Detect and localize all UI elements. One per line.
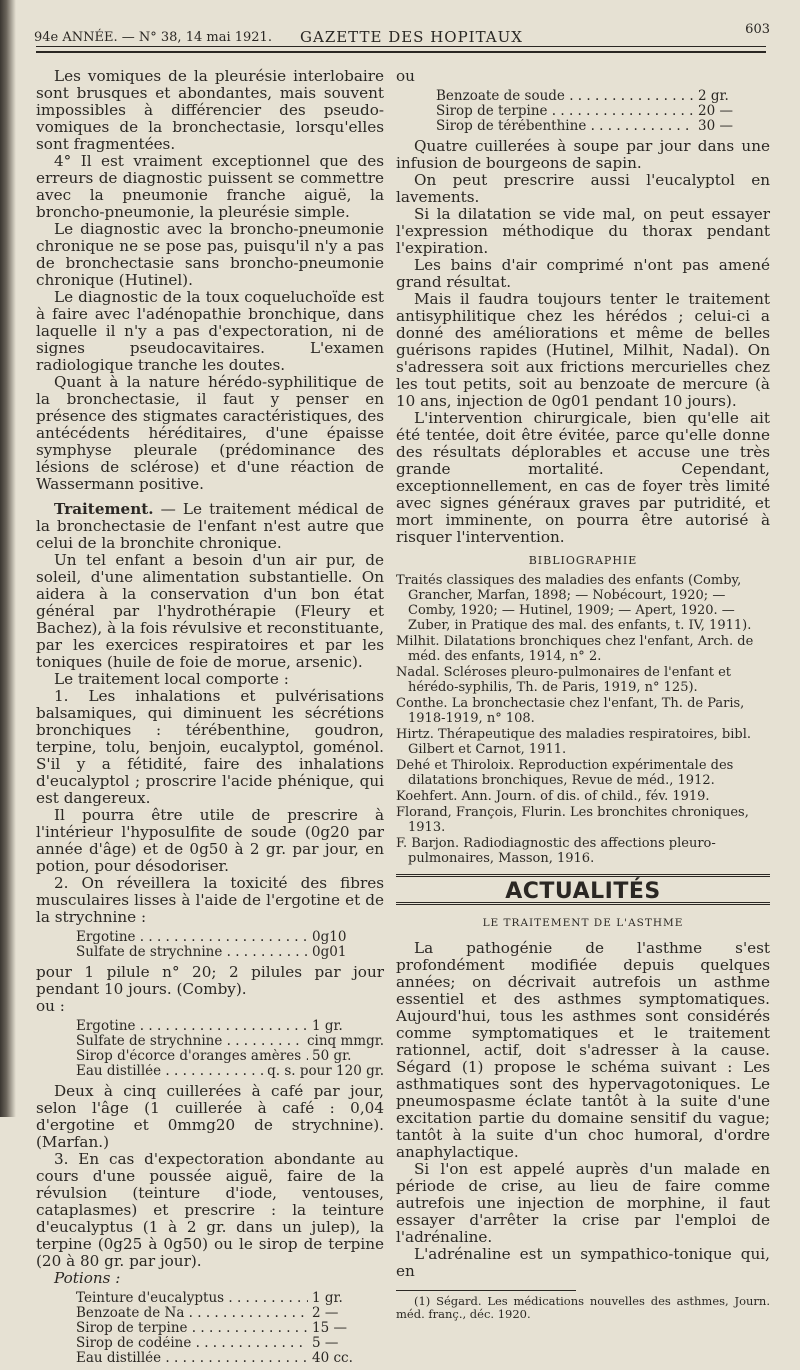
rx-name: Teinture d'eucalyptus . . . [76, 1291, 308, 1306]
paragraph: ou : [36, 997, 65, 1015]
left-column [36, 68, 384, 1370]
rx-line [36, 930, 384, 945]
prescription-1 [36, 930, 384, 960]
right-column [396, 68, 770, 1321]
paragraph: Le diagnostic avec la broncho-pneumonie chronique ne se pose pas, puisqu'il n'y a pas de bronchectasie sans broncho-pneumonie chronique (Hutinel). [36, 220, 384, 289]
section-heading: Traitement. [54, 500, 154, 518]
rx-line [396, 89, 770, 104]
rx-dose: 15 — [312, 1320, 347, 1336]
rx-name: Eau distillée . . . [76, 1351, 308, 1366]
prescription-2 [36, 1019, 384, 1079]
rx-name: Sulfate de strychnine . . . [76, 945, 308, 960]
rx-dose: 1 gr. [312, 1290, 343, 1306]
bibliography-title: BIBLIOGRAPHIE [528, 554, 638, 567]
rx-line [36, 1064, 384, 1079]
bibliography-entry: F. Barjon. Radiodiagnostic des affections pleuro-pulmonaires, Masson, 1916. [396, 836, 716, 866]
journal-title: GAZETTE DES HOPITAUX [300, 28, 523, 46]
rx-line [36, 1019, 384, 1034]
paragraph: 2. On réveillera la toxicité des fibres musculaires lisses à l'aide de l'ergotine et de la strychnine : [36, 874, 384, 926]
paragraph: Il pourra être utile de prescrire à l'intérieur l'hyposulfite de soude (0g20 par année d'âge) et de 0g50 à 2 gr. par jour, en potion, pour désodoriser. [36, 806, 384, 875]
rx-dose: 30 — [698, 118, 733, 134]
rx-line [36, 1351, 384, 1366]
rx-dose: 5 — [312, 1335, 339, 1351]
paragraph: Si la dilatation se vide mal, on peut essayer l'expression méthodique du thorax pendant l'expiration. [396, 205, 770, 257]
potions-label: Potions : [54, 1269, 121, 1287]
bibliography-entry: Hirtz. Thérapeutique des maladies respiratoires, bibl. Gilbert et Carnot, 1911. [396, 727, 751, 757]
paragraph: On peut prescrire aussi l'eucalyptol en lavements. [396, 171, 770, 206]
rx-line [36, 1049, 384, 1064]
paragraph: pour 1 pilule n° 20; 2 pilules par jour pendant 10 jours. (Comby). [36, 963, 384, 998]
prescription-3 [36, 1291, 384, 1366]
paragraph: 1. Les inhalations et pulvérisations balsamiques, qui diminuent les sécrétions bronchiques : térébenthine, goudron, terpine, tolu, benjoin, eucalyptol, goménol. S'il y a fétidité, faire des inhalations d'eucalyptol ; proscrire l'acide phénique, qui est dangereux. [36, 687, 384, 807]
paragraph: Mais il faudra toujours tenter le traitement antisyphilitique chez les hérédos ; celui-ci a donné des améliorations et même de belles guérisons rapides (Hutinel, Milhit, Nadal). On s'adressera soit aux frictions mercurielles chez les tout petits, soit au benzoate de mercure (à 10 ans, injection de 0g01 pendant 10 jours). [396, 290, 770, 410]
rx-dose: 2 gr. [698, 88, 729, 104]
paragraph-text: — Le traitement médical de la bronchectasie de l'enfant n'est autre que celui de la bronchite chronique. [36, 500, 384, 552]
rx-name: Sirop de terpine . . . [76, 1321, 308, 1336]
rx-line [36, 1291, 384, 1306]
rx-name: Sulfate de strychnine . . . [76, 1034, 303, 1049]
rx-line [396, 104, 770, 119]
rx-dose: 1 gr. [312, 1018, 343, 1034]
paragraph: Les vomiques de la pleurésie interlobaire sont brusques et abondantes, mais souvent impossibles à différencier des pseudo-vomiques de la bronchectasie, lorsqu'elles sont fragmentées. [36, 67, 384, 153]
paragraph: 3. En cas d'expectoration abondante au cours d'une poussée aiguë, faire de la révulsion (teinture d'iode, ventouses, cataplasmes) et prescrire : la teinture d'eucalyptus (1 à 2 gr. dans un julep), la terpine (0g25 à 0g50) ou le sirop de terpine (20 à 80 gr. par jour). [36, 1150, 384, 1270]
bibliography-entry: Milhit. Dilatations bronchiques chez l'enfant, Arch. de méd. des enfants, 1914, n° 2. [396, 634, 754, 664]
bibliography-entry: Traités classiques des maladies des enfants (Comby, Grancher, Marfan, 1898; — Nobécourt, 1920; — Comby, 1920; — Hutinel, 1909; — Apert, 1920. — Zuber, in Pratique des mal. des enfants, t. IV, 1911). [396, 573, 752, 633]
rx-name: Sirop de codéine . . . [76, 1336, 308, 1351]
paragraph: Deux à cinq cuillerées à café par jour, selon l'âge (1 cuillerée à café : 0,04 d'ergotine et 0mmg20 de strychnine). (Marfan.) [36, 1082, 384, 1151]
rx-dose: 20 — [698, 103, 733, 119]
rx-dose: 0g10 [312, 929, 347, 945]
page-edge-shadow [0, 0, 16, 1117]
section-title-actualites: ACTUALITÉS [505, 879, 661, 904]
rx-line [36, 1321, 384, 1336]
rx-name: Benzoate de Na . . . [76, 1306, 308, 1321]
bibliography-entry: Conthe. La bronchectasie chez l'enfant, Th. de Paris, 1918-1919, n° 108. [396, 696, 745, 726]
rx-dose: 50 gr. [312, 1048, 352, 1064]
paragraph: ou [396, 67, 415, 85]
bibliography [396, 573, 770, 866]
rx-line [36, 945, 384, 960]
issue-info: 94e ANNÉE. — N° 38, 14 mai 1921. [34, 30, 272, 45]
paragraph: L'adrénaline est un sympathico-tonique qui, en [396, 1245, 770, 1280]
rx-name: Benzoate de soude . . . [436, 89, 694, 104]
rx-name: Ergotine . . . [76, 930, 308, 945]
paragraph: 4° Il est vraiment exceptionnel que des erreurs de diagnostic puissent se commettre avec la pneumonie franche aiguë, la broncho-pneumonie, la pleurésie simple. [36, 152, 384, 221]
paragraph: Si l'on est appelé auprès d'un malade en période de crise, au lieu de faire comme autrefois une injection de morphine, il faut essayer d'arrêter la crise par l'emploi de l'adrénaline. [396, 1160, 770, 1246]
rx-name: Ergotine . . . [76, 1019, 308, 1034]
section-divider [396, 874, 770, 877]
rx-name: Sirop de terpine . . . [436, 104, 694, 119]
paragraph: Le diagnostic de la toux coqueluchoïde est à faire avec l'adénopathie bronchique, dans laquelle il n'y a pas d'expectoration, ni de signes pseudocavitaires. L'examen radiologique tranche les doutes. [36, 288, 384, 374]
paragraph: Le traitement local comporte : [54, 670, 289, 688]
header-rule [36, 46, 766, 47]
paragraph: La pathogénie de l'asthme s'est profondément modifiée depuis quelques années; on décrivait autrefois un asthme essentiel et des asthmes symptomatiques. Aujourd'hui, tous les asthmes sont considérés comme symptomatiques et le traitement rationnel, actif, doit s'adresser à la cause. Ségard (1) propose le schéma suivant : Les asthmatiques sont des hypervagotoniques. Le pneumospasme éclate tantôt à la suite d'une excitation partie du domaine sensitif du vague; tantôt à la suite d'un choc humoral, d'ordre anaphylactique. [396, 939, 770, 1161]
bibliography-entry: Koehfert. Ann. Journ. of dis. of child., fév. 1919. [396, 789, 710, 804]
bibliography-entry: Dehé et Thiroloix. Reproduction expérimentale des dilatations bronchiques, Revue de méd., 1912. [396, 758, 734, 788]
bibliography-entry: Nadal. Scléroses pleuro-pulmonaires de l'enfant et hérédo-syphilis, Th. de Paris, 1919, n° 125). [396, 665, 731, 695]
page-number: 603 [745, 22, 770, 37]
bibliography-entry: Florand, François, Flurin. Les bronchites chroniques, 1913. [396, 805, 749, 835]
rx-name: Eau distillée . . . [76, 1064, 263, 1079]
page-header [34, 22, 770, 46]
prescription-4 [396, 89, 770, 134]
paragraph-traitement [36, 501, 384, 552]
paragraph: Les bains d'air comprimé n'ont pas amené grand résultat. [396, 256, 770, 291]
article-title: LE TRAITEMENT DE L'ASTHME [482, 917, 684, 929]
header-rule-thick [36, 51, 766, 53]
paragraph: Un tel enfant a besoin d'un air pur, de soleil, d'une alimentation substantielle. On aidera à la conservation d'un bon état général par l'hydrothérapie (Fleury et Bachez), à la fois révulsive et reconstituante, par les exercices respiratoires et par les toniques (huile de foie de morue, arsenic). [36, 551, 384, 671]
rx-line [396, 119, 770, 134]
footnote-rule [396, 1290, 576, 1291]
rx-line [36, 1336, 384, 1351]
rx-name: Sirop d'écorce d'oranges amères . . . [76, 1049, 308, 1064]
rx-name: Sirop de térébenthine . . . [436, 119, 694, 134]
paragraph: Quant à la nature hérédo-syphilitique de la bronchectasie, il faut y penser en présence des stigmates caractéristiques, des antécédents héréditaires, d'une épaisse symphyse pleurale (prédominance des lésions de sclérose) et d'une réaction de Wassermann positive. [36, 373, 384, 493]
footnote: (1) Ségard. Les médications nouvelles des asthmes, Journ. méd. franç., déc. 1920. [396, 1294, 770, 1321]
rx-dose: q. s. pour 120 gr. [267, 1063, 384, 1079]
rx-line [36, 1034, 384, 1049]
rx-dose: 0g01 [312, 944, 347, 960]
paragraph: L'intervention chirurgicale, bien qu'elle ait été tentée, doit être évitée, parce qu'elle donne des résultats déplorables et accuse une très grande mortalité. Cependant, exceptionnellement, en cas de foyer très limité avec signes généraux graves par putridité, et mort imminente, on pourra être autorisé à risquer l'intervention. [396, 409, 770, 546]
rx-dose: 2 — [312, 1305, 339, 1321]
paragraph: Quatre cuillerées à soupe par jour dans une infusion de bourgeons de sapin. [396, 137, 770, 172]
rx-dose: cinq mmgr. [306, 1033, 384, 1049]
rx-line [36, 1306, 384, 1321]
rx-dose: 40 cc. [312, 1350, 353, 1366]
